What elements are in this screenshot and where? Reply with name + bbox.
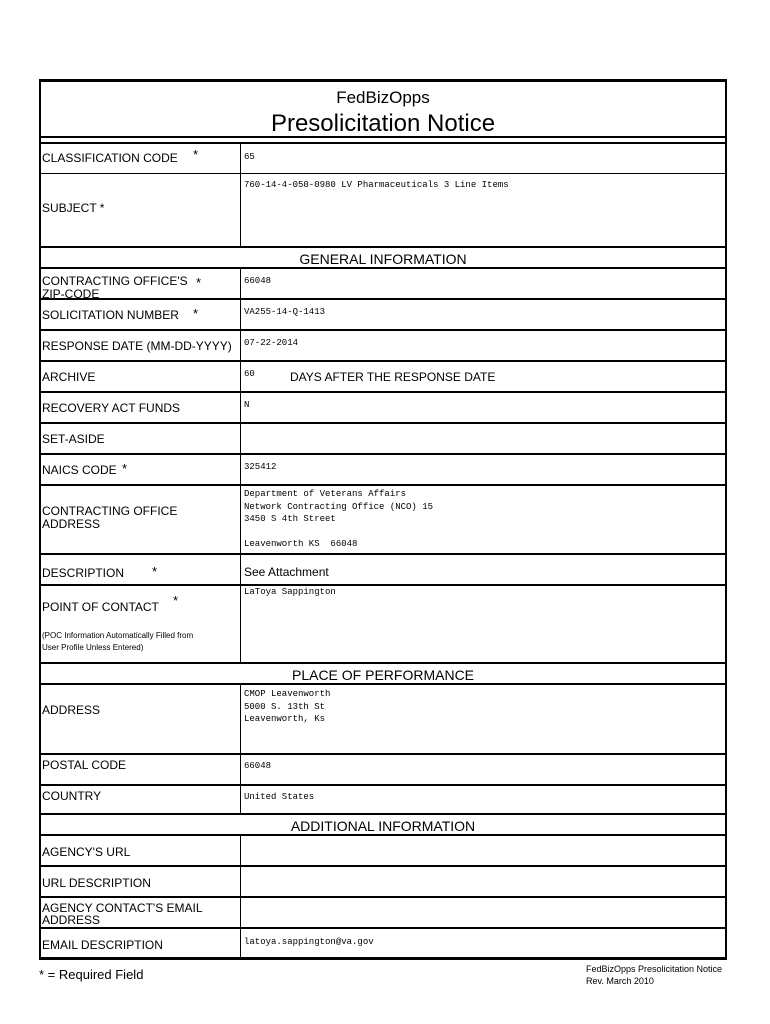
pop-address-value[interactable]: CMOP Leavenworth 5000 S. 13th St Leavenworth, Ks: [244, 689, 331, 724]
postal-code-label: POSTAL CODE: [42, 758, 127, 772]
form-title: Presolicitation Notice: [270, 110, 496, 137]
required-marker: *: [193, 147, 199, 162]
zip-code-label: [42, 275, 188, 301]
form-revision-info: [586, 963, 722, 987]
office-address-label: [42, 505, 177, 531]
url-description-label: URL DESCRIPTION: [42, 876, 151, 890]
archive-suffix: DAYS AFTER THE RESPONSE DATE: [290, 370, 496, 384]
country-value[interactable]: United States: [244, 792, 315, 802]
agency-url-label: AGENCY'S URL: [42, 845, 131, 859]
point-of-contact-value[interactable]: LaToya Sappington: [244, 587, 336, 597]
recovery-act-value[interactable]: N: [244, 400, 250, 410]
naics-code-value[interactable]: 325412: [244, 462, 277, 472]
poc-note-line1: (POC Information Automatically Filled from: [42, 631, 194, 640]
zip-code-label-line1: CONTRACTING OFFICE'S: [42, 274, 188, 288]
agency-email-label-line2: ADDRESS: [42, 913, 101, 927]
office-address-label-line1: CONTRACTING OFFICE: [42, 504, 178, 518]
solicitation-number-label: SOLICITATION NUMBER: [42, 308, 179, 322]
point-of-contact-label: POINT OF CONTACT: [42, 600, 159, 614]
country-label: COUNTRY: [42, 789, 102, 803]
form-name: FedBizOpps Presolicitation Notice: [586, 964, 723, 974]
email-description-label: EMAIL DESCRIPTION: [42, 938, 163, 952]
email-description-value[interactable]: latoya.sappington@va.gov: [244, 937, 374, 947]
postal-code-value[interactable]: 66048: [244, 761, 272, 771]
required-marker: *: [173, 593, 179, 608]
subject-label-text: SUBJECT: [42, 201, 97, 215]
required-marker: *: [193, 306, 199, 321]
response-date-label: RESPONSE DATE (MM-DD-YYYY): [42, 339, 232, 353]
required-field-note: * = Required Field: [39, 967, 144, 982]
description-value[interactable]: See Attachment: [244, 565, 329, 579]
zip-code-label-line2: ZIP-CODE: [42, 287, 100, 301]
classification-code-value[interactable]: 65: [244, 152, 255, 162]
agency-email-label-line1: AGENCY CONTACT'S EMAIL: [42, 901, 203, 915]
form-revision: Rev. March 2010: [586, 976, 654, 986]
poc-note: [42, 630, 193, 654]
poc-note-line2: User Profile Unless Entered): [42, 643, 144, 652]
description-label: DESCRIPTION: [42, 566, 125, 580]
pop-address-label: ADDRESS: [42, 703, 101, 717]
subject-value[interactable]: 760-14-4-050-0980 LV Pharmaceuticals 3 Line Items: [244, 180, 509, 190]
required-marker: *: [196, 275, 202, 290]
solicitation-number-value[interactable]: VA255-14-Q-1413: [244, 307, 326, 317]
naics-code-label: NAICS CODE: [42, 463, 117, 477]
subject-label: [42, 202, 104, 214]
set-aside-label: SET-ASIDE: [42, 432, 105, 446]
zip-code-value[interactable]: 66048: [244, 276, 272, 286]
archive-label: ARCHIVE: [42, 370, 96, 384]
site-name: FedBizOpps: [336, 88, 430, 107]
office-address-value[interactable]: Department of Veterans Affairs Network Contracting Office (NCO) 15 3450 S 4th Street Leavenworth KS 66048: [244, 489, 434, 549]
office-address-label-line2: ADDRESS: [42, 517, 101, 531]
required-marker: *: [152, 564, 158, 579]
classification-code-label: CLASSIFICATION CODE: [42, 151, 178, 165]
response-date-value[interactable]: 07-22-2014: [244, 338, 299, 348]
required-marker: *: [99, 201, 105, 215]
agency-email-label: [42, 902, 203, 926]
place-of-performance-heading: PLACE OF PERFORMANCE: [291, 667, 475, 683]
required-marker: *: [122, 461, 128, 476]
additional-information-heading: ADDITIONAL INFORMATION: [290, 818, 476, 834]
recovery-act-label: RECOVERY ACT FUNDS: [42, 401, 181, 415]
archive-value[interactable]: 60: [244, 369, 255, 379]
general-information-heading: GENERAL INFORMATION: [299, 251, 467, 267]
